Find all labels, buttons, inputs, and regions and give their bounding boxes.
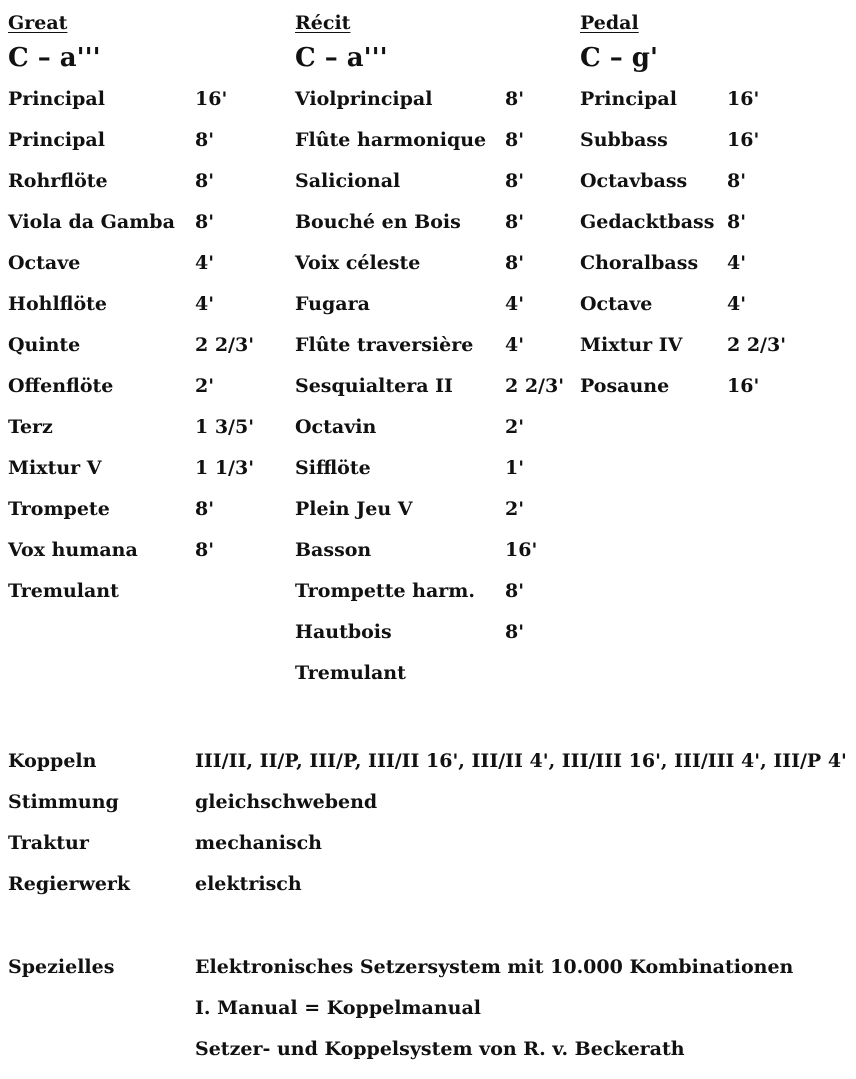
stop-pitch: 1 3/5' (195, 416, 255, 438)
stop-name: Flûte harmonique (295, 129, 487, 151)
stop-row (8, 489, 215, 530)
stop-pitch: 8' (505, 252, 525, 274)
stop-name: Offenflöte (8, 375, 114, 397)
stop-row (295, 284, 525, 325)
stop-pitch: 2 2/3' (727, 334, 787, 356)
stop-pitch: 16' (727, 375, 760, 397)
stop-name: Choralbass (580, 252, 699, 274)
special-label: Spezielles (8, 956, 115, 978)
stop-name: Terz (8, 416, 53, 438)
stop-pitch: 1' (505, 457, 525, 479)
stop-row (580, 284, 747, 325)
stop-name: Violprincipal (295, 88, 433, 110)
stop-pitch: 8' (505, 580, 525, 602)
stop-name: Quinte (8, 334, 81, 356)
stop-pitch: 4' (195, 293, 215, 315)
manual-column-great (8, 8, 255, 612)
stop-pitch: 2 2/3' (195, 334, 255, 356)
info-value: elektrisch (195, 873, 302, 895)
stop-row (8, 530, 215, 571)
stop-row (580, 79, 760, 120)
stop-row (295, 79, 525, 120)
stop-pitch: 4' (727, 293, 747, 315)
stop-pitch: 4' (505, 293, 525, 315)
stop-pitch: 8' (505, 129, 525, 151)
stop-name: Tremulant (295, 662, 406, 684)
stop-pitch: 4' (727, 252, 747, 274)
stop-row (8, 325, 255, 366)
stop-name: Bouché en Bois (295, 211, 461, 233)
stop-name: Vox humana (8, 539, 138, 561)
stop-name: Sesquialtera II (295, 375, 453, 397)
stop-pitch: 8' (195, 211, 215, 233)
stop-row (580, 120, 760, 161)
stop-pitch: 4' (505, 334, 525, 356)
stop-pitch: 8' (505, 170, 525, 192)
stop-name: Flûte traversière (295, 334, 474, 356)
stop-row (8, 243, 215, 284)
stop-name: Viola da Gamba (8, 211, 175, 233)
manual-column-recit (295, 8, 565, 694)
stop-row (295, 489, 525, 530)
info-value: gleichschwebend (195, 791, 378, 813)
special-line: I. Manual = Koppelmanual (195, 997, 481, 1019)
stop-row (8, 284, 215, 325)
stop-pitch: 8' (727, 211, 747, 233)
stop-pitch: 8' (195, 170, 215, 192)
stop-pitch: 2 2/3' (505, 375, 565, 397)
stop-name: Plein Jeu V (295, 498, 413, 520)
stop-row (580, 202, 747, 243)
stop-pitch: 16' (727, 88, 760, 110)
stop-name: Posaune (580, 375, 670, 397)
stop-row (8, 161, 215, 202)
stop-pitch: 4' (195, 252, 215, 274)
stop-name: Sifflöte (295, 457, 371, 479)
manual-compass: C – a''' (8, 43, 101, 73)
stop-pitch: 1 1/3' (195, 457, 255, 479)
stop-pitch: 2' (505, 416, 525, 438)
stop-pitch: 8' (195, 129, 215, 151)
stop-list (580, 79, 787, 407)
info-label: Koppeln (8, 750, 97, 772)
stop-pitch: 8' (727, 170, 747, 192)
stop-pitch: 8' (195, 498, 215, 520)
stop-row (8, 448, 255, 489)
stop-name: Gedacktbass (580, 211, 715, 233)
stop-pitch: 8' (505, 211, 525, 233)
manual-column-pedal (580, 8, 787, 407)
stop-name: Octave (8, 252, 81, 274)
stop-row (295, 448, 525, 489)
stop-pitch: 8' (505, 621, 525, 643)
stop-pitch: 16' (727, 129, 760, 151)
stop-name: Salicional (295, 170, 401, 192)
stop-name: Tremulant (8, 580, 119, 602)
stop-name: Trompete (8, 498, 110, 520)
stop-row (580, 325, 787, 366)
stop-row (580, 243, 747, 284)
stop-row (580, 161, 747, 202)
stop-name: Basson (295, 539, 372, 561)
stop-row (295, 530, 538, 571)
stop-name: Principal (8, 129, 105, 151)
stop-name: Octave (580, 293, 653, 315)
special-line: Elektronisches Setzersystem mit 10.000 Kombinationen (195, 956, 794, 978)
stop-row (8, 202, 215, 243)
manual-name: Pedal (580, 12, 639, 34)
stop-name: Hohlflöte (8, 293, 108, 315)
stop-row (295, 202, 525, 243)
stop-row (580, 366, 760, 407)
manual-compass: C – g' (580, 43, 658, 73)
stop-row (295, 612, 525, 653)
stop-row (8, 79, 228, 120)
special-line: Setzer- und Koppelsystem von R. v. Beckerath (195, 1038, 685, 1060)
stop-name: Principal (8, 88, 105, 110)
stop-name: Fugara (295, 293, 370, 315)
stop-row (295, 243, 525, 284)
info-value: mechanisch (195, 832, 322, 854)
stop-list (295, 79, 565, 694)
stop-name: Octavbass (580, 170, 688, 192)
stop-name: Mixtur IV (580, 334, 683, 356)
stop-row (8, 407, 255, 448)
stop-row (295, 366, 565, 407)
stop-row (8, 120, 215, 161)
stop-name: Hautbois (295, 621, 392, 643)
stop-row (295, 653, 406, 694)
stop-row (8, 366, 215, 407)
stop-pitch: 8' (505, 88, 525, 110)
stop-pitch: 16' (195, 88, 228, 110)
stop-name: Rohrflöte (8, 170, 108, 192)
stop-row (295, 325, 525, 366)
info-label: Stimmung (8, 791, 119, 813)
stop-name: Voix céleste (295, 252, 421, 274)
stop-row (8, 571, 119, 612)
stop-row (295, 120, 525, 161)
stop-row (295, 571, 525, 612)
stop-row (295, 407, 525, 448)
stop-name: Principal (580, 88, 677, 110)
stop-list (8, 79, 255, 612)
stop-name: Octavin (295, 416, 377, 438)
stop-pitch: 2' (505, 498, 525, 520)
manual-name: Récit (295, 12, 351, 34)
manual-compass: C – a''' (295, 43, 388, 73)
info-value: III/II, II/P, III/P, III/II 16', III/II 4', III/III 16', III/III 4', III/P 4' (195, 750, 847, 772)
stop-name: Trompette harm. (295, 580, 476, 602)
stop-pitch: 2' (195, 375, 215, 397)
info-label: Regierwerk (8, 873, 131, 895)
stop-name: Mixtur V (8, 457, 102, 479)
stop-pitch: 8' (195, 539, 215, 561)
manual-name: Great (8, 12, 68, 34)
info-label: Traktur (8, 832, 89, 854)
stop-pitch: 16' (505, 539, 538, 561)
stop-name: Subbass (580, 129, 668, 151)
stop-row (295, 161, 525, 202)
